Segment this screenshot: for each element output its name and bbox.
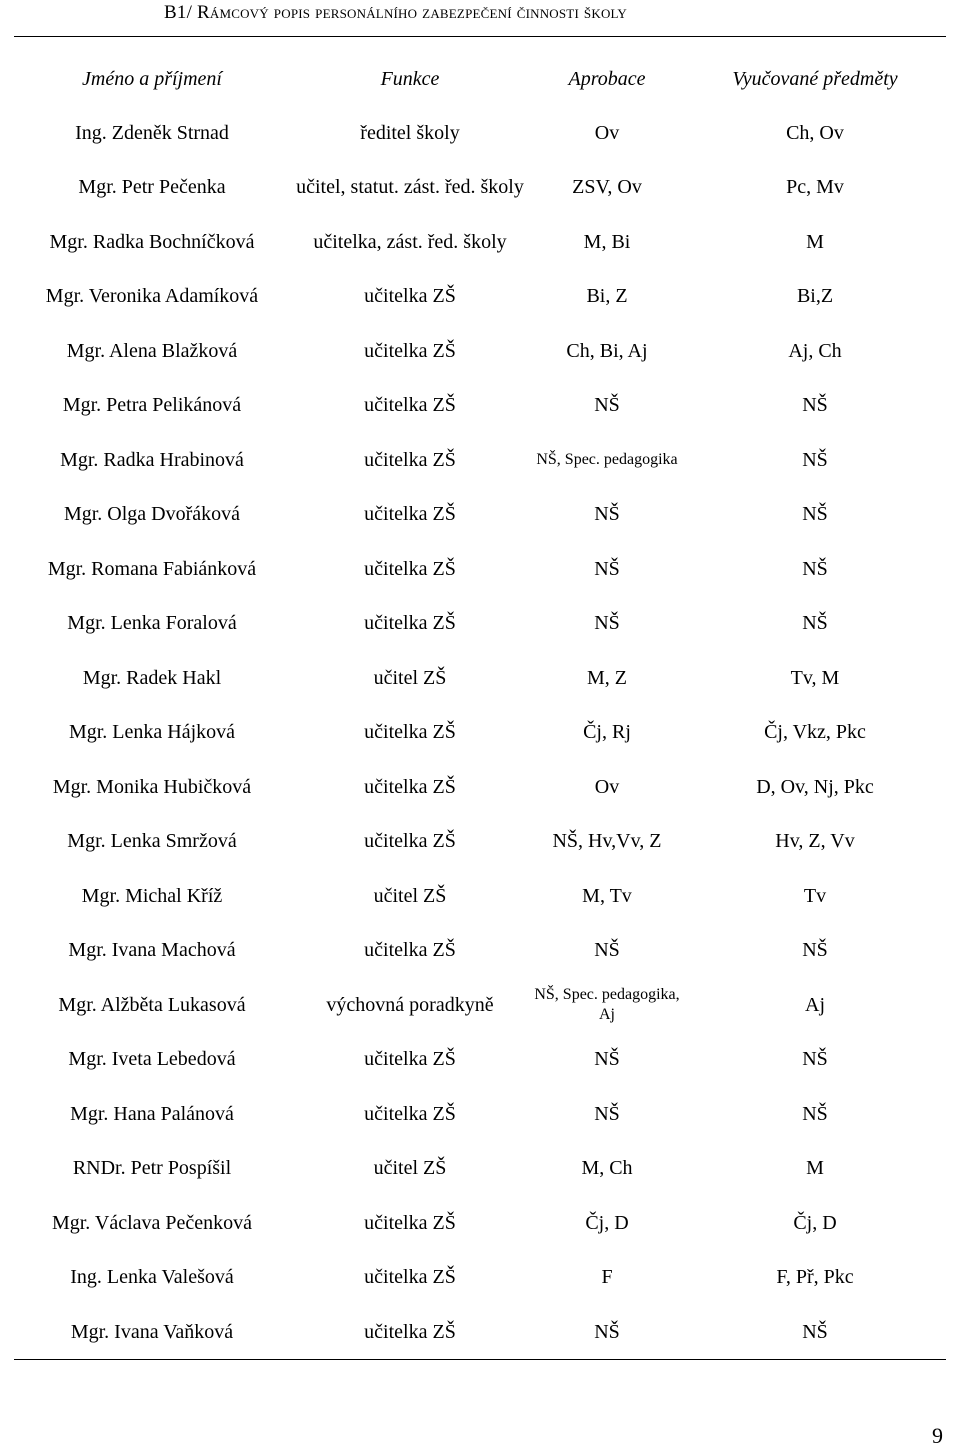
cell-approbation: Ov: [594, 775, 620, 798]
table-row: [14, 215, 946, 270]
cell-function: učitelka ZŠ: [364, 1102, 456, 1125]
cell-name: Mgr. Lenka Hájková: [68, 721, 236, 744]
cell-approbation: NŠ: [594, 1320, 620, 1343]
table-row: [14, 706, 946, 761]
cell-function: učitelka, zást. řed. školy: [313, 230, 507, 253]
cell-approbation: F: [601, 1266, 613, 1289]
cell-approbation: M, Z: [587, 666, 627, 689]
cell-approbation: NŠ: [594, 612, 620, 635]
cell-function: učitelka ZŠ: [364, 612, 456, 635]
table-row: [14, 651, 946, 706]
cell-subjects: NŠ: [802, 939, 828, 962]
table-header-row: [14, 52, 946, 106]
cell-function: učitelka ZŠ: [364, 1320, 456, 1343]
table-row: [14, 1305, 946, 1360]
cell-name: Mgr. Lenka Foralová: [67, 612, 237, 635]
column-header-subjects: Vyučované předměty: [732, 68, 898, 90]
cell-subjects: NŠ: [802, 1320, 828, 1343]
cell-name: Mgr. Iveta Lebedová: [68, 1048, 236, 1071]
cell-subjects: Bi,Z: [796, 285, 834, 308]
cell-approbation: NŠ, Spec. pedagogika: [536, 451, 678, 469]
table-row: [14, 106, 946, 161]
table-row: [14, 161, 946, 216]
cell-approbation: Bi, Z: [586, 285, 628, 308]
page-number: 9: [932, 1423, 943, 1448]
column-header-function: Funkce: [380, 68, 440, 90]
cell-approbation: NŠ: [594, 503, 620, 526]
table-row: [14, 924, 946, 979]
cell-function: učitelka ZŠ: [364, 557, 456, 580]
cell-approbation: NŠ: [594, 394, 620, 417]
table-row: [14, 869, 946, 924]
cell-approbation: M, Ch: [581, 1157, 633, 1180]
cell-function: učitelka ZŠ: [364, 1266, 456, 1289]
cell-approbation: M, Tv: [582, 884, 632, 907]
column-header-name: Jméno a příjmení: [82, 68, 222, 90]
table-row: [14, 1196, 946, 1251]
cell-name: Mgr. Václava Pečenková: [51, 1211, 253, 1234]
cell-function: učitel ZŠ: [373, 1157, 447, 1180]
cell-name: Ing. Zdeněk Strnad: [75, 121, 229, 144]
table-body: [14, 106, 946, 1360]
cell-function: učitelka ZŠ: [364, 285, 456, 308]
cell-subjects: NŠ: [802, 1048, 828, 1071]
table-row: [14, 433, 946, 488]
header-title: ámcový popis personálního zabezpečení činnosti školy: [209, 2, 627, 23]
cell-approbation: M, Bi: [583, 230, 631, 253]
cell-name: Mgr. Radka Bochníčková: [49, 230, 255, 253]
cell-name: Mgr. Hana Palánová: [70, 1102, 234, 1125]
cell-function: ředitel školy: [360, 121, 460, 144]
cell-subjects: NŠ: [802, 503, 828, 526]
cell-name: Mgr. Monika Hubičková: [52, 775, 252, 798]
cell-subjects: M: [806, 1157, 824, 1180]
header-divider: [14, 36, 946, 37]
cell-function: učitelka ZŠ: [364, 448, 456, 471]
table-row: [14, 270, 946, 325]
cell-function: učitelka ZŠ: [364, 394, 456, 417]
cell-function: učitelka ZŠ: [364, 503, 456, 526]
staff-table: [14, 52, 946, 1360]
cell-function: učitelka ZŠ: [364, 775, 456, 798]
cell-subjects: Tv, M: [790, 666, 840, 689]
cell-function: učitel ZŠ: [373, 666, 447, 689]
cell-subjects: M: [806, 230, 824, 253]
header-prefix: B1/ R: [164, 2, 210, 23]
cell-name: Mgr. Olga Dvořáková: [63, 503, 241, 526]
cell-subjects: Tv: [803, 884, 827, 907]
cell-function: učitelka ZŠ: [364, 1211, 456, 1234]
cell-subjects: NŠ: [802, 557, 828, 580]
cell-approbation: NŠ: [594, 1048, 620, 1071]
table-row: [14, 815, 946, 870]
cell-approbation: NŠ: [594, 1102, 620, 1125]
cell-subjects: NŠ: [802, 394, 828, 417]
cell-approbation: Čj, Rj: [583, 721, 631, 744]
cell-function: učitel ZŠ: [373, 884, 447, 907]
cell-subjects: Hv, Z, Vv: [775, 830, 855, 853]
table-row: [14, 379, 946, 434]
cell-function: výchovná poradkyně: [326, 993, 494, 1016]
cell-name: Mgr. Petra Pelikánová: [62, 394, 242, 417]
cell-name: Mgr. Ivana Machová: [68, 939, 236, 962]
table-row: [14, 542, 946, 597]
cell-subjects: D, Ov, Nj, Pkc: [756, 775, 874, 798]
table-row: [14, 1142, 946, 1197]
cell-approbation: NŠ, Hv,Vv, Z: [552, 830, 662, 853]
cell-subjects: NŠ: [802, 612, 828, 635]
cell-approbation: ZSV, Ov: [572, 176, 642, 199]
column-header-approbation: Aprobace: [568, 68, 646, 90]
cell-approbation: NŠ: [594, 557, 620, 580]
cell-name: Mgr. Alena Blažková: [66, 339, 238, 362]
cell-approbation: NŠ: [594, 939, 620, 962]
page-header: [164, 2, 627, 24]
cell-function: učitelka ZŠ: [364, 1048, 456, 1071]
cell-name: Mgr. Ivana Vaňková: [70, 1320, 234, 1343]
table-row: [14, 324, 946, 379]
cell-function: učitelka ZŠ: [364, 339, 456, 362]
cell-subjects: Čj, Vkz, Pkc: [764, 721, 866, 744]
cell-name: Mgr. Radka Hrabinová: [60, 448, 244, 471]
cell-name: Ing. Lenka Valešová: [70, 1266, 234, 1289]
cell-name: Mgr. Lenka Smržová: [67, 830, 237, 853]
cell-subjects: Pc, Mv: [786, 176, 844, 199]
cell-name: Mgr. Radek Hakl: [82, 666, 222, 689]
cell-subjects: F, Př, Pkc: [776, 1266, 854, 1289]
table-row: [14, 1251, 946, 1306]
cell-subjects: Čj, D: [793, 1211, 837, 1234]
footer-divider: [14, 1359, 946, 1360]
cell-function: učitelka ZŠ: [364, 830, 456, 853]
table-row: [14, 760, 946, 815]
cell-subjects: Aj, Ch: [788, 339, 842, 362]
table-row: [14, 978, 946, 1033]
table-row: [14, 597, 946, 652]
cell-approbation: Čj, D: [585, 1211, 629, 1234]
cell-name: Mgr. Michal Kříž: [81, 884, 223, 907]
cell-name: Mgr. Veronika Adamíková: [45, 285, 259, 308]
table-row: [14, 1033, 946, 1088]
cell-name: RNDr. Petr Pospíšil: [72, 1157, 232, 1180]
cell-approbation: Ch, Bi, Aj: [566, 339, 648, 362]
cell-subjects: Aj: [805, 993, 825, 1016]
cell-subjects: NŠ: [802, 448, 828, 471]
cell-name: Mgr. Petr Pečenka: [78, 176, 226, 199]
cell-function: učitelka ZŠ: [364, 721, 456, 744]
table-row: [14, 1087, 946, 1142]
cell-subjects: Ch, Ov: [786, 121, 844, 144]
cell-function: učitelka ZŠ: [364, 939, 456, 962]
table-row: [14, 488, 946, 543]
cell-function: učitel, statut. zást. řed. školy: [296, 176, 524, 199]
cell-name: Mgr. Romana Fabiánková: [47, 557, 257, 580]
cell-name: Mgr. Alžběta Lukasová: [58, 993, 246, 1016]
cell-subjects: NŠ: [802, 1102, 828, 1125]
cell-approbation: Ov: [594, 121, 620, 144]
cell-approbation: NŠ, Spec. pedagogika, Aj: [534, 986, 680, 1024]
